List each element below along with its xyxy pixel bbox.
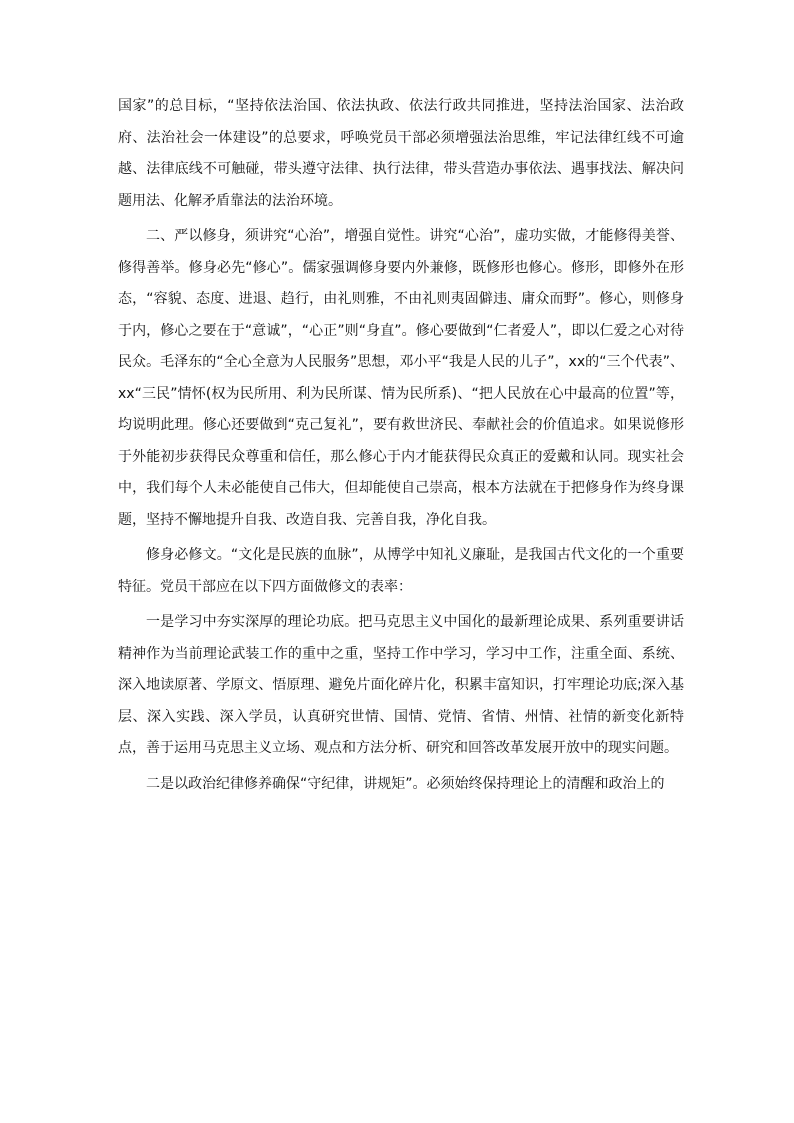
- paragraph-cultivate-culture: 修身必修文。“文化是民族的血脉”，从博学中知礼义廉耻，是我国古代文化的一个重要特征。党员干部应在以下四方面做修文的表率：: [118, 547, 684, 595]
- paragraph-self-cultivation: 二、严以修身，须讲究“心治”，增强自觉性。讲究“心治”，虚功实做，才能修得美誉、修得善举。修身必先“修心”。儒家强调修身要内外兼修，既修形也修心。修形，即修外在形态，“容貌、态度、进退、趋行，由礼则雅，不由礼则夷固僻违、庸众而野”。修心，则修身于内，修心之要在于“意诚”，“心正”则“身直”。修心要做到“仁者爱人”，即以仁爱之心对待民众。毛泽东的“全心全意为人民服务”思想，邓小平“我是人民的儿子”，xx的“三个代表”、xx“三民”情怀(权为民所用、利为民所谋、情为民所系)、“把人民放在心中最高的位置”等，均说明此理。修心还要做到“克己复礼”，要有救世济民、奉献社会的价值追求。如果说修形于外能初步获得民众尊重和信任，那么修心于内才能获得民众真正的爱戴和认同。现实社会中，我们每个人未必能使自己伟大，但却能使自己崇高，根本方法就在于把修身作为终身课题，坚持不懈地提升自我、改造自我、完善自我，净化自我。: [118, 228, 684, 528]
- document-body: [118, 91, 684, 804]
- paragraph-rule-of-law: 国家”的总目标，“坚持依法治国、依法执政、依法行政共同推进，坚持法治国家、法治政府、法治社会一体建设”的总要求，呼唤党员干部必须增强法治思维，牢记法律红线不可逾越、法律底线不可触碰，带头遵守法律、执行法律，带头营造办事依法、遇事找法、解决问题用法、化解矛盾靠法的法治环境。: [118, 98, 684, 209]
- paragraph-theory-study: 一是学习中夯实深厚的理论功底。把马克思主义中国化的最新理论成果、系列重要讲话精神作为当前理论武装工作的重中之重，坚持工作中学习，学习中工作，注重全面、系统、深入地读原著、学原文、悟原理、避免片面化碎片化，积累丰富知识，打牢理论功底;深入基层、深入实践、深入学员，认真研究世情、国情、党情、省情、州情、社情的新变化新特点，善于运用马克思主义立场、观点和方法分析、研究和回答改革发展开放中的现实问题。: [118, 614, 684, 756]
- paragraph-political-discipline: 二是以政治纪律修养确保“守纪律，讲规矩”。必须始终保持理论上的清醒和政治上的: [146, 775, 665, 792]
